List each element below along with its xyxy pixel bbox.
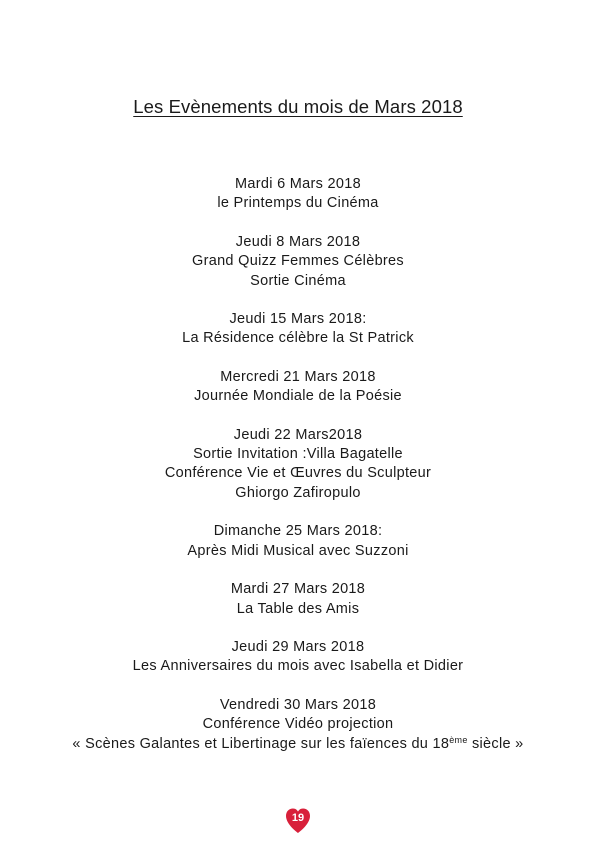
event-mar-22	[0, 426, 596, 504]
event-description: La Table des Amis	[236, 600, 360, 617]
events-list	[0, 175, 596, 773]
event-date: Jeudi 15 Mars 2018:	[229, 311, 367, 328]
page-number-badge	[283, 804, 313, 834]
event-description: Conférence Vidéo projection	[202, 716, 394, 733]
event-mar-08	[0, 233, 596, 291]
event-description: le Printemps du Cinéma	[217, 195, 379, 212]
event-mar-15	[0, 310, 596, 349]
page-number: 19	[291, 812, 305, 824]
event-description: Après Midi Musical avec Suzzoni	[187, 542, 409, 559]
event-date: Mardi 6 Mars 2018	[235, 176, 361, 192]
event-date: Jeudi 29 Mars 2018	[231, 638, 365, 655]
event-description: Sortie Cinéma	[250, 272, 346, 289]
text-fragment: « Scènes Galantes et Libertinage sur les faïences du 18	[72, 735, 450, 752]
event-date: Mercredi 21 Mars 2018	[220, 368, 376, 385]
event-date: Mardi 27 Mars 2018	[230, 581, 366, 598]
event-mar-06	[0, 175, 596, 214]
event-description: Ghiorgo Zafiropulo	[235, 484, 361, 501]
event-description: Journée Mondiale de la Poésie	[194, 388, 402, 405]
event-description: Les Anniversaires du mois avec Isabella et Didier	[132, 658, 464, 675]
event-description	[0, 735, 596, 754]
event-date: Dimanche 25 Mars 2018:	[213, 523, 383, 540]
event-description: Sortie Invitation :Villa Bagatelle	[193, 446, 403, 463]
event-mar-30	[0, 696, 596, 754]
event-date: Jeudi 22 Mars2018	[233, 426, 363, 443]
event-mar-25	[0, 522, 596, 561]
superscript: ème	[449, 734, 468, 745]
event-date: Jeudi 8 Mars 2018	[235, 233, 361, 250]
event-description: La Résidence célèbre la St Patrick	[182, 330, 414, 347]
event-date: Vendredi 30 Mars 2018	[219, 696, 377, 713]
event-mar-27	[0, 580, 596, 619]
text-fragment: siècle »	[467, 735, 524, 752]
event-description: Grand Quizz Femmes Célèbres	[192, 253, 404, 270]
page-title: Les Evènements du mois de Mars 2018	[133, 96, 463, 117]
event-mar-21	[0, 368, 596, 407]
event-description: Conférence Vie et Œuvres du Sculpteur	[164, 465, 432, 482]
event-mar-29	[0, 638, 596, 677]
